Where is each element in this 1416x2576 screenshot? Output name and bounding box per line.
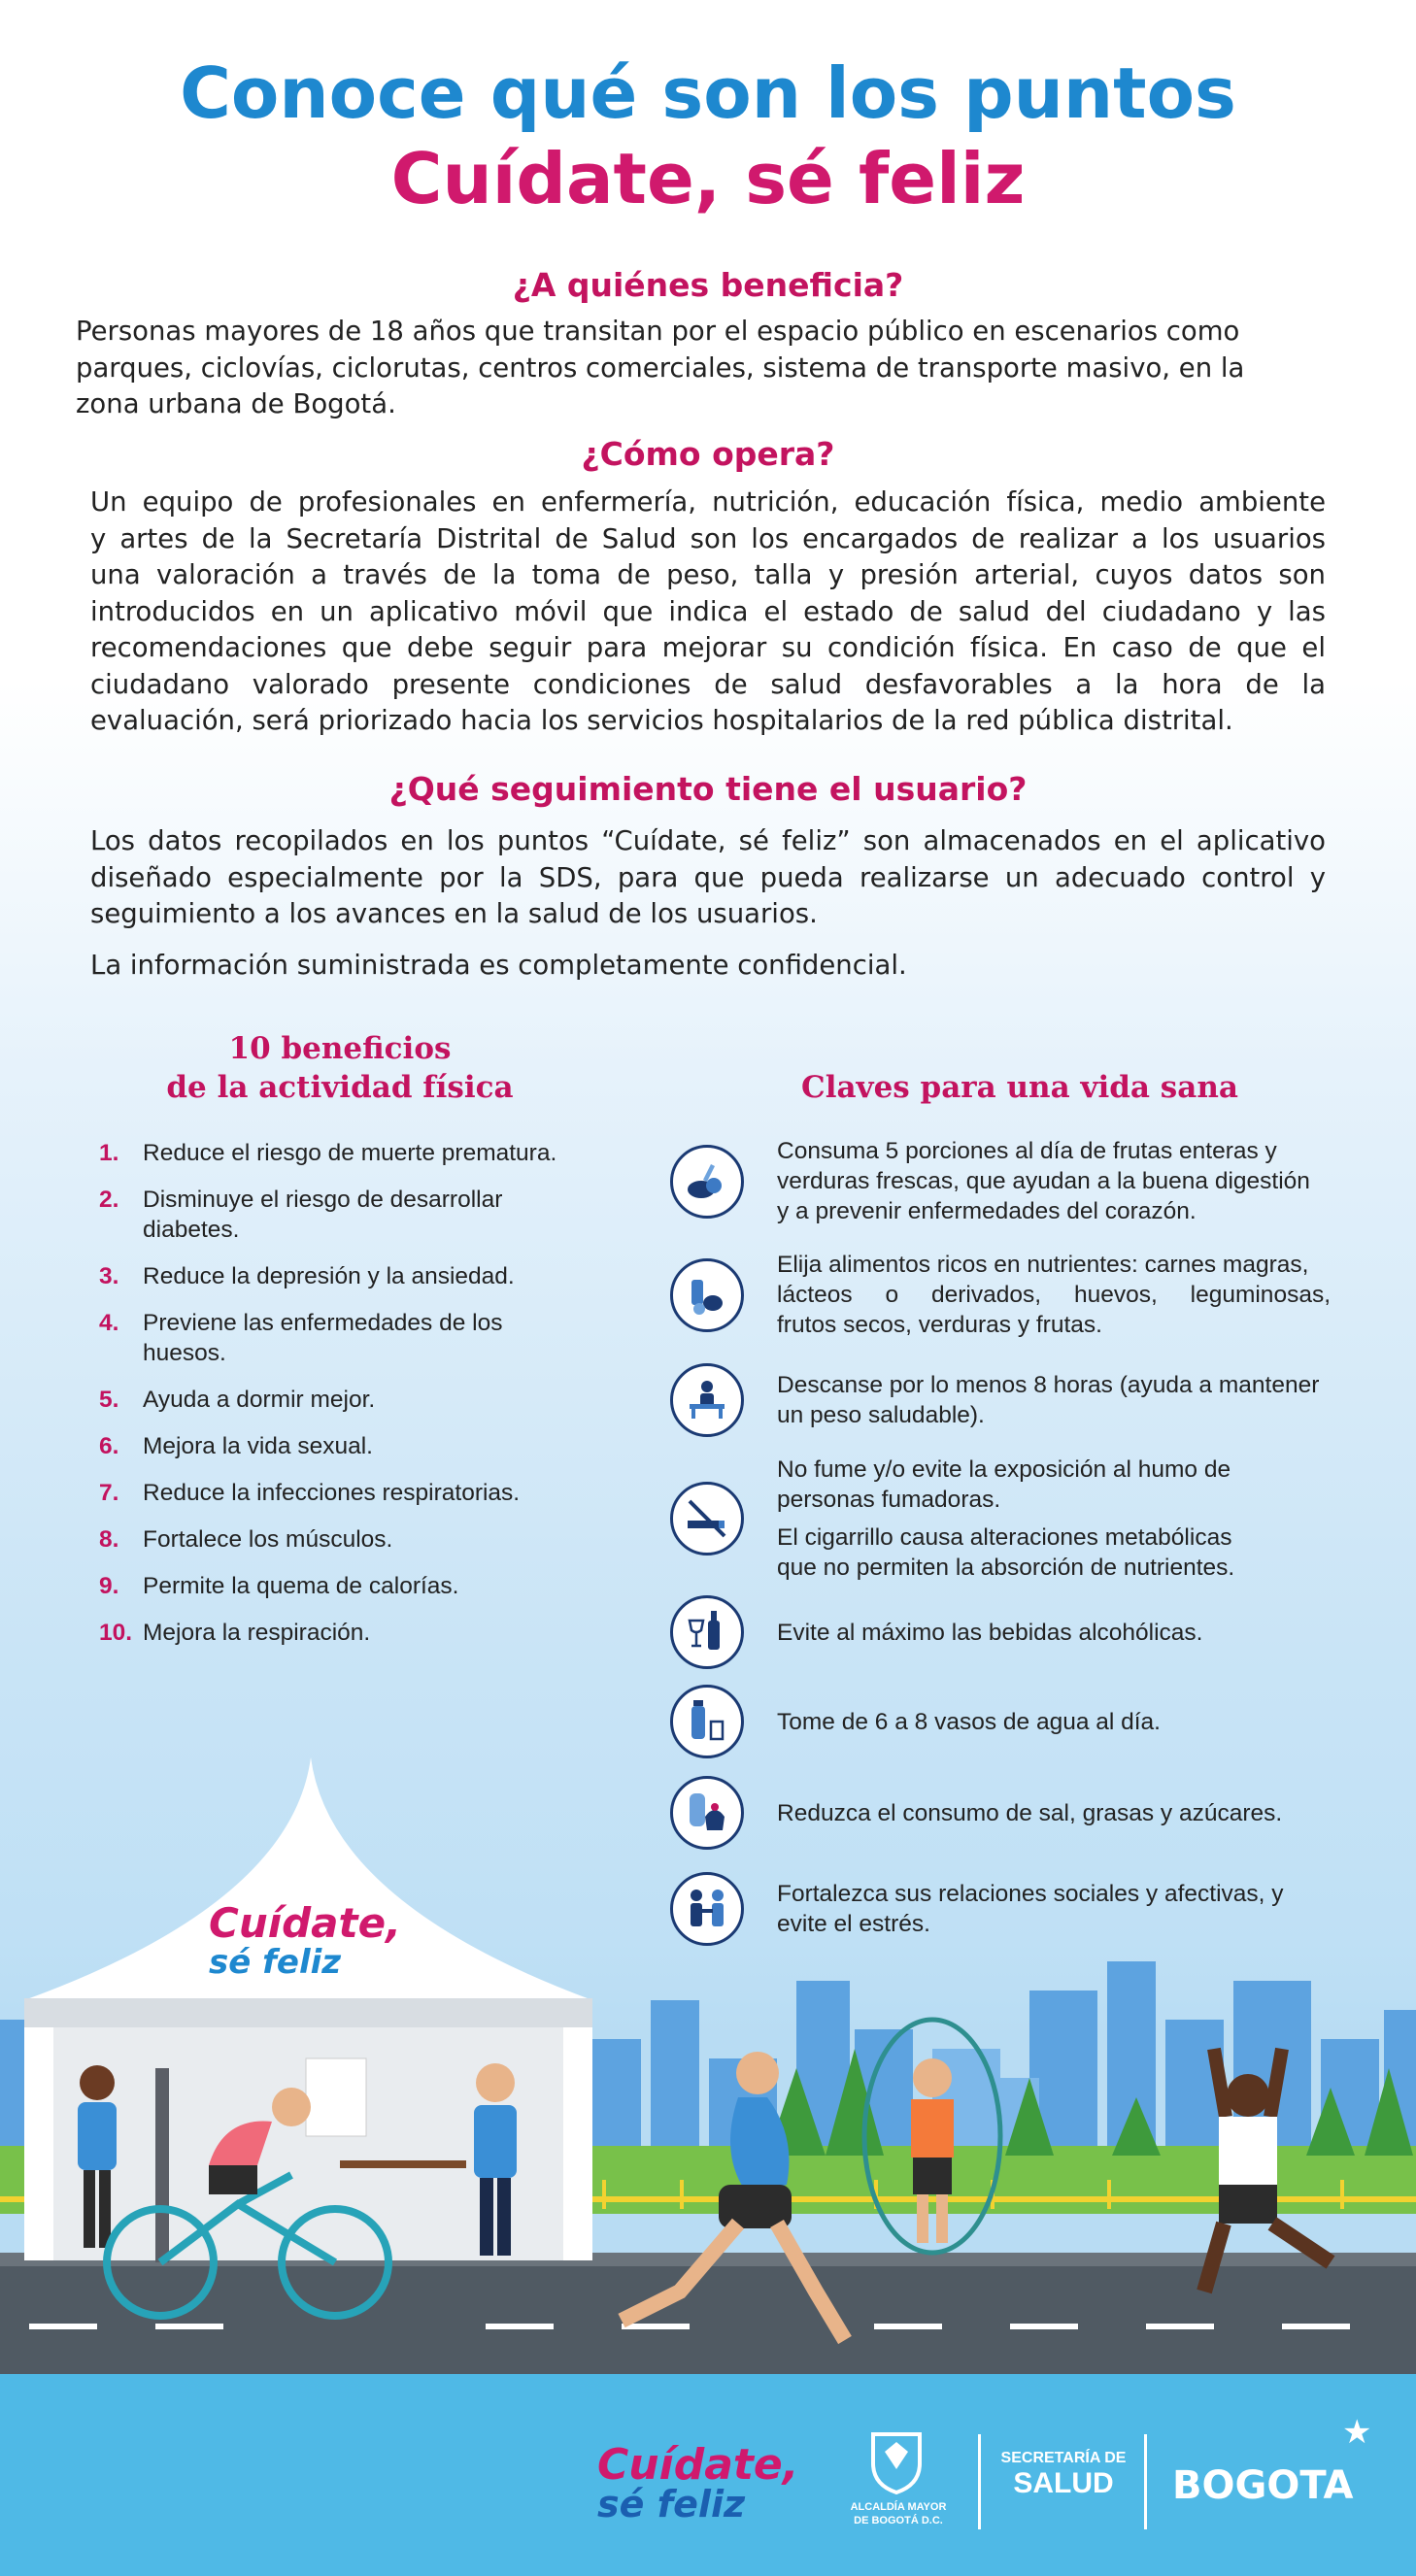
keys-heading: Claves para una vida sana xyxy=(801,1070,1238,1105)
fruits-icon xyxy=(670,1145,744,1219)
seguimiento-note: La información suministrada es completamente confidencial. xyxy=(90,950,907,981)
benefits-heading: 10 beneficios de la actividad física xyxy=(166,1031,514,1105)
secretaria-label: SECRETARÍA DE SALUD xyxy=(1000,2450,1127,2499)
opera-heading: ¿Cómo opera? xyxy=(581,435,835,473)
list-item: 4. Previene las enfermedades de los huesos. xyxy=(99,1310,503,1366)
seguimiento-text: Los datos recopilados en los puntos “Cuídate, sé feliz” son almacenados en el aplicativo diseñado especialmente por la SDS, para que pueda realizarse un adecuado control y seguimiento a los avances en la salud de los usuarios. xyxy=(90,825,1326,929)
benefits-list xyxy=(99,1138,643,1664)
title-line-1: Conoce qué son los puntos xyxy=(180,52,1236,134)
footer-logo-line-1: Cuídate, xyxy=(597,2440,799,2490)
tent-logo-line-1: Cuídate, xyxy=(209,1899,402,1947)
key-water: Tome de 6 a 8 vasos de agua al día. xyxy=(670,1685,1331,1758)
divider xyxy=(978,2434,981,2529)
rest-icon xyxy=(670,1363,744,1437)
no-smoking-icon xyxy=(670,1482,744,1556)
bogota-logo: BOGOTA xyxy=(1172,2463,1354,2508)
list-item: 1. Reduce el riesgo de muerte prematura. xyxy=(99,1140,557,1166)
tent-logo-line-2: sé feliz xyxy=(209,1943,342,1982)
seguimiento-heading: ¿Qué seguimiento tiene el usuario? xyxy=(388,770,1028,808)
footer-bar xyxy=(0,2374,1416,2576)
key-rest: Descanse por lo menos 8 horas (ayuda a mantener un peso saludable). xyxy=(670,1363,1331,1437)
nutrients-icon xyxy=(670,1258,744,1332)
list-item: 9. Permite la quema de calorías. xyxy=(99,1573,459,1599)
beneficia-heading: ¿A quiénes beneficia? xyxy=(512,266,904,304)
title-line-2: Cuídate, sé feliz xyxy=(390,138,1026,219)
alcohol-icon xyxy=(670,1595,744,1669)
list-item: 5. Ayuda a dormir mejor. xyxy=(99,1387,376,1413)
footer-logo-line-2: sé feliz xyxy=(597,2483,746,2526)
divider xyxy=(1144,2434,1147,2529)
coat-of-arms-icon xyxy=(869,2430,924,2494)
key-fruits: Consuma 5 porciones al día de frutas enteras y verduras frescas, que ayudan a la buena digestión y a prevenir enfermedades del corazón. xyxy=(670,1136,1331,1226)
key-nutrients: Elija alimentos ricos en nutrientes: carnes magras, lácteos o derivados, huevos, leguminosas, frutos secos, verduras y frutas. xyxy=(670,1250,1331,1340)
list-item: 7. Reduce la infecciones respiratorias. xyxy=(99,1480,521,1506)
key-no-smoking: No fume y/o evite la exposición al humo de personas fumadoras. El cigarrillo causa alteraciones metabólicas que no permiten la absorción de nutrientes. xyxy=(670,1455,1331,1583)
key-salt-sugar: Reduzca el consumo de sal, grasas y azúcares. xyxy=(670,1776,1331,1850)
alcaldia-label: ALCALDÍA MAYOR DE BOGOTÁ D.C. xyxy=(850,2501,947,2526)
key-social: Fortalezca sus relaciones sociales y afectivas, y evite el estrés. xyxy=(670,1872,1331,1946)
list-item: 8. Fortalece los músculos. xyxy=(99,1526,393,1553)
beneficia-text: Personas mayores de 18 años que transitan por el espacio público en escenarios como parques, ciclovías, ciclorutas, centros comerciales, sistema de transporte masivo, en la zona urbana de Bogotá. xyxy=(76,316,1245,419)
opera-text: Un equipo de profesionales en enfermería, nutrición, educación física, medio ambiente y artes de la Secretaría Distrital de Salud son los encargados de realizar a los usuarios una valoración a través de la toma de peso, talla y presión arterial, cuyos datos son introducidos en un aplicativo móvil que indica el estado de salud del ciudadano y las recomendaciones que debe seguir para mejorar su condición física. En caso de que el ciudadano valorado presente condiciones de salud desfavorables a la hora de la evaluación, será priorizado hacia los servicios hospitalarios de la red pública distrital. xyxy=(90,486,1326,736)
list-item: 6. Mejora la vida sexual. xyxy=(99,1433,373,1459)
list-item: 10. Mejora la respiración. xyxy=(99,1620,371,1646)
park-scene-illustration xyxy=(0,1748,1416,2374)
list-item: 3. Reduce la depresión y la ansiedad. xyxy=(99,1263,515,1289)
list-item: 2. Disminuye el riesgo de desarrollar diabetes. xyxy=(99,1187,503,1243)
star-icon: ★ xyxy=(1342,2414,1372,2451)
key-alcohol: Evite al máximo las bebidas alcohólicas. xyxy=(670,1595,1331,1669)
